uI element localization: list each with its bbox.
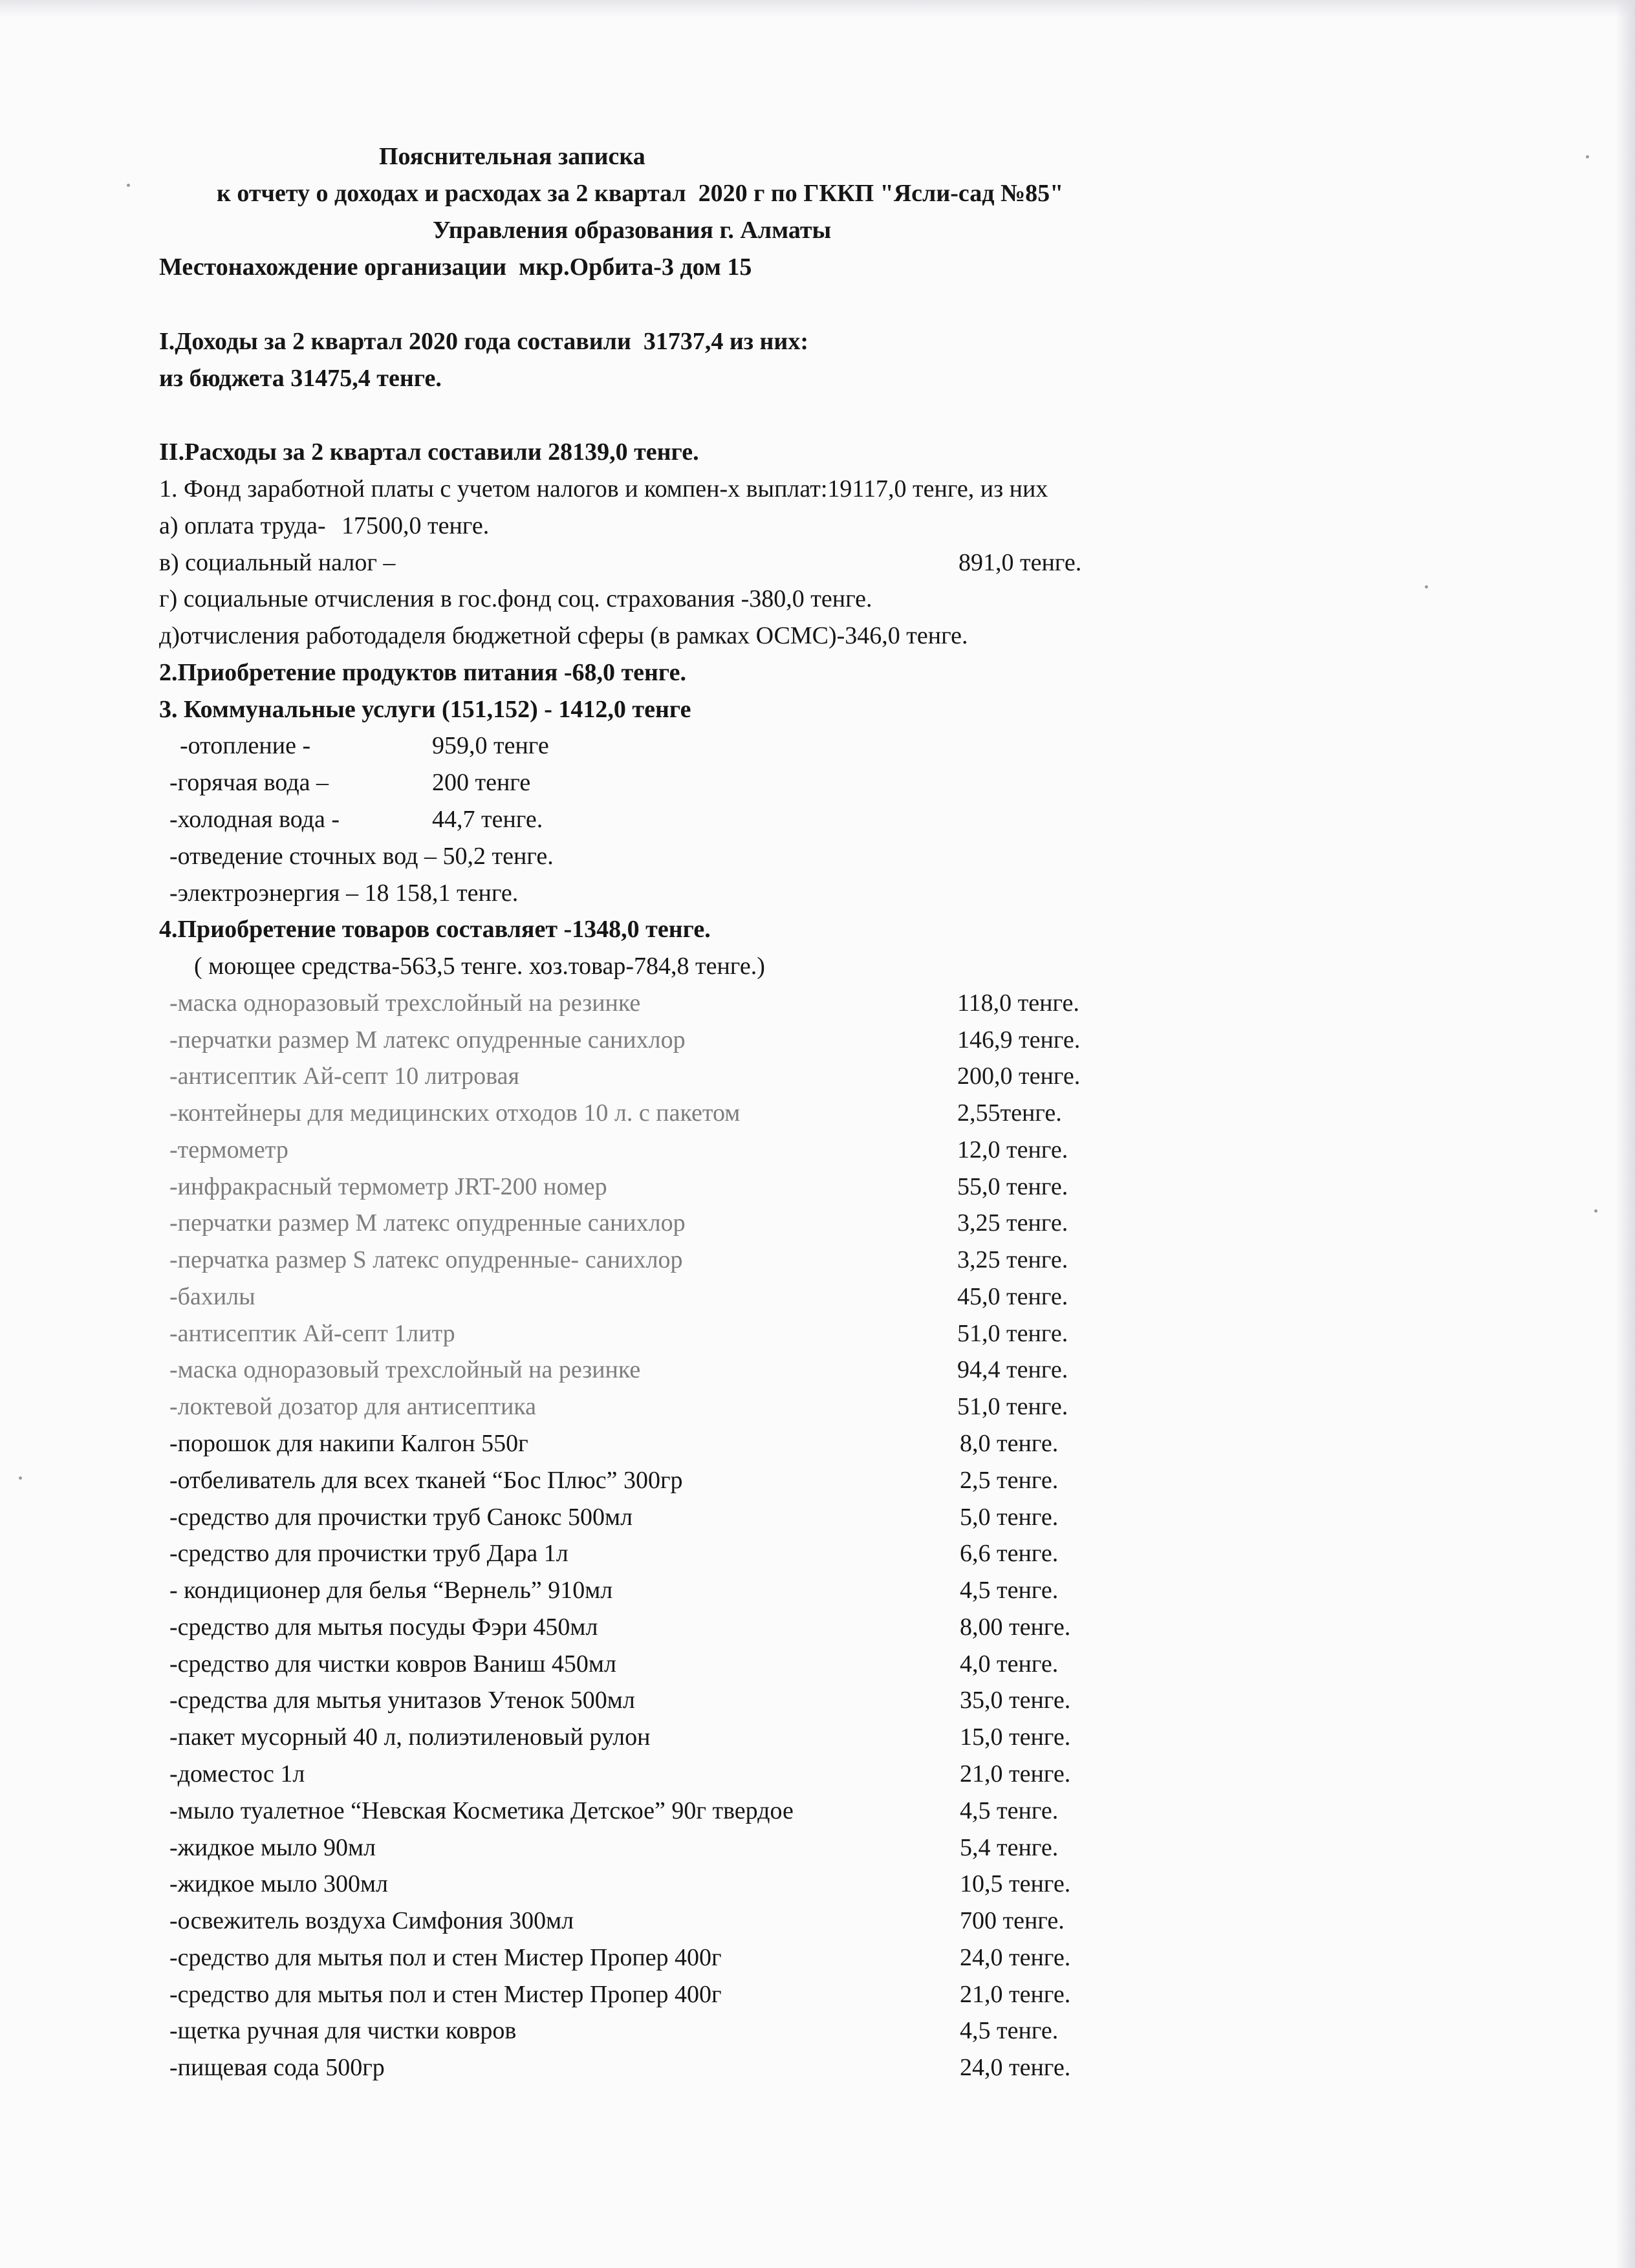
goods-item-name: -средства для мытья унитазов Утенок 500мл <box>169 1687 635 1714</box>
scan-speck <box>1586 155 1589 158</box>
goods-item-name: -пакет мусорный 40 л, полиэтиленовый рулон <box>169 1723 651 1751</box>
goods-item-amount: 21,0 тенге. <box>960 1760 1071 1787</box>
goods-item-amount: 700 тенге. <box>960 1907 1065 1934</box>
goods-item-name: -маска одноразовый трехслойный на резинке <box>169 989 641 1017</box>
goods-title: 4.Приобретение товаров составляет -1348,0 тенге. <box>159 916 711 943</box>
goods-item-name: -отбеливатель для всех тканей “Бос Плюс” 300гр <box>169 1467 683 1494</box>
goods-item-name: -мыло туалетное “Невская Косметика Детское” 90г твердое <box>169 1797 794 1824</box>
goods-item-name: -доместос 1л <box>169 1760 305 1787</box>
goods-item-amount: 4,5 тенге. <box>960 2017 1059 2044</box>
payroll-d: д)отчисления работодаделя бюджетной сферы (в рамках ОСМС)-346,0 тенге. <box>159 622 968 649</box>
goods-item-amount: 94,4 тенге. <box>957 1356 1068 1383</box>
food-line: 2.Приобретение продуктов питания -68,0 тенге. <box>159 659 687 686</box>
goods-item-amount: 8,0 тенге. <box>960 1430 1059 1457</box>
goods-item-amount: 4,0 тенге. <box>960 1650 1059 1678</box>
goods-item-amount: 51,0 тенге. <box>957 1393 1068 1420</box>
goods-item-amount: 10,5 тенге. <box>960 1870 1071 1897</box>
goods-item-name: -антисептик Ай-септ 10 литровая <box>169 1063 519 1090</box>
doc-subtitle: к отчету о доходах и расходах за 2 квартал 2020 г по ГККП "Ясли-сад №85" <box>217 180 1064 207</box>
electricity-line: -электроэнергия – 18 158,1 тенге. <box>169 880 519 907</box>
payroll-g: г) социальные отчисления в гос.фонд соц. страхования -380,0 тенге. <box>159 585 872 612</box>
goods-item-name: -перчатки размер М латекс опудренные санихлор <box>169 1209 686 1237</box>
goods-item-amount: 146,9 тенге. <box>957 1026 1081 1053</box>
goods-item-amount: 3,25 тенге. <box>957 1209 1068 1237</box>
goods-item-name: -средство для мытья пол и стен Мистер Пропер 400г <box>169 1981 722 2008</box>
goods-item-amount: 5,4 тенге. <box>960 1834 1059 1861</box>
doc-department: Управления образования г. Алматы <box>433 217 832 244</box>
goods-item-name: -жидкое мыло 300мл <box>169 1870 388 1897</box>
goods-item-amount: 21,0 тенге. <box>960 1981 1071 2008</box>
goods-item-name: -средство для прочистки труб Дара 1л <box>169 1540 568 1567</box>
goods-item-name: -щетка ручная для чистки ковров <box>169 2017 517 2044</box>
scan-speck <box>1594 1209 1597 1213</box>
hot-water-amount: 200 тенге <box>432 769 531 796</box>
doc-location: Местонахождение организации мкр.Орбита-3 дом 15 <box>159 254 752 281</box>
goods-item-amount: 118,0 тенге. <box>957 989 1079 1017</box>
goods-item-name: -инфракрасный термометр JRT-200 номер <box>169 1173 607 1200</box>
goods-item-name: -пищевая сода 500гр <box>169 2054 385 2081</box>
heating-label: -отопление - <box>180 732 311 759</box>
goods-note: ( моющее средства-563,5 тенге. хоз.товар-784,8 тенге.) <box>194 953 765 980</box>
heating-amount: 959,0 тенге <box>432 732 549 759</box>
income-budget: из бюджета 31475,4 тенге. <box>159 365 442 392</box>
cold-water-amount: 44,7 тенге. <box>432 806 543 833</box>
scan-speck <box>1425 585 1428 589</box>
goods-item-amount: 4,5 тенге. <box>960 1577 1059 1604</box>
utilities-title: 3. Коммунальные услуги (151,152) - 1412,0 тенге <box>159 696 691 723</box>
goods-item-name: -контейнеры для медицинских отходов 10 л. с пакетом <box>169 1099 741 1127</box>
expenses-heading: II.Расходы за 2 квартал составили 28139,0 тенге. <box>159 438 699 466</box>
goods-item-name: -локтевой дозатор для антисептика <box>169 1393 537 1420</box>
goods-item-name: -маска одноразовый трехслойный на резинке <box>169 1356 641 1383</box>
goods-item-amount: 45,0 тенге. <box>957 1283 1068 1310</box>
goods-item-name: -средство для прочистки труб Санокс 500мл <box>169 1504 633 1531</box>
sewage-line: -отведение сточных вод – 50,2 тенге. <box>169 843 554 870</box>
payroll-v-label: в) социальный налог – <box>159 549 396 576</box>
payroll-v-amount: 891,0 тенге. <box>958 549 1082 576</box>
cold-water-label: -холодная вода - <box>169 806 340 833</box>
goods-item-amount: 15,0 тенге. <box>960 1723 1071 1751</box>
scan-edge-right <box>1616 0 1635 2268</box>
goods-item-amount: 2,55тенге. <box>957 1099 1062 1127</box>
goods-item-amount: 8,00 тенге. <box>960 1614 1071 1641</box>
goods-item-amount: 4,5 тенге. <box>960 1797 1059 1824</box>
goods-item-name: -средство для мытья посуды Фэри 450мл <box>169 1614 598 1641</box>
goods-item-name: -термометр <box>169 1136 288 1163</box>
goods-item-name: -жидкое мыло 90мл <box>169 1834 376 1861</box>
scan-speck <box>127 184 130 187</box>
goods-item-name: -средство для чистки ковров Ваниш 450мл <box>169 1650 616 1678</box>
goods-item-amount: 35,0 тенге. <box>960 1687 1071 1714</box>
goods-item-amount: 51,0 тенге. <box>957 1320 1068 1347</box>
income-total: I.Доходы за 2 квартал 2020 года составили 31737,4 из них: <box>159 328 808 355</box>
goods-item-name: -бахилы <box>169 1283 255 1310</box>
goods-item-name: -антисептик Ай-септ 1литр <box>169 1320 455 1347</box>
goods-item-amount: 12,0 тенге. <box>957 1136 1068 1163</box>
payroll-a-label: а) оплата труда- <box>159 512 326 539</box>
scan-edge-top <box>0 0 1635 17</box>
goods-item-name: -порошок для накипи Калгон 550г <box>169 1430 528 1457</box>
goods-item-amount: 3,25 тенге. <box>957 1246 1068 1273</box>
payroll-a-amount: 17500,0 тенге. <box>341 512 490 539</box>
goods-item-name: - кондиционер для белья “Вернель” 910мл <box>169 1577 613 1604</box>
goods-item-amount: 200,0 тенге. <box>957 1063 1081 1090</box>
doc-title: Пояснительная записка <box>379 143 645 170</box>
goods-item-amount: 24,0 тенге. <box>960 2054 1071 2081</box>
scan-speck <box>19 1476 22 1480</box>
payroll-title: 1. Фонд заработной платы с учетом налогов и компен-х выплат:19117,0 тенге, из них <box>159 475 1048 502</box>
goods-item-name: -перчатки размер М латекс опудренные санихлор <box>169 1026 686 1053</box>
goods-item-amount: 24,0 тенге. <box>960 1944 1071 1971</box>
hot-water-label: -горячая вода – <box>169 769 329 796</box>
goods-item-amount: 5,0 тенге. <box>960 1504 1059 1531</box>
goods-item-name: -перчатка размер S латекс опудренные- санихлор <box>169 1246 683 1273</box>
goods-item-name: -средство для мытья пол и стен Мистер Пропер 400г <box>169 1944 722 1971</box>
goods-item-amount: 55,0 тенге. <box>957 1173 1068 1200</box>
goods-item-name: -освежитель воздуха Симфония 300мл <box>169 1907 574 1934</box>
goods-item-amount: 2,5 тенге. <box>960 1467 1059 1494</box>
goods-item-amount: 6,6 тенге. <box>960 1540 1059 1567</box>
